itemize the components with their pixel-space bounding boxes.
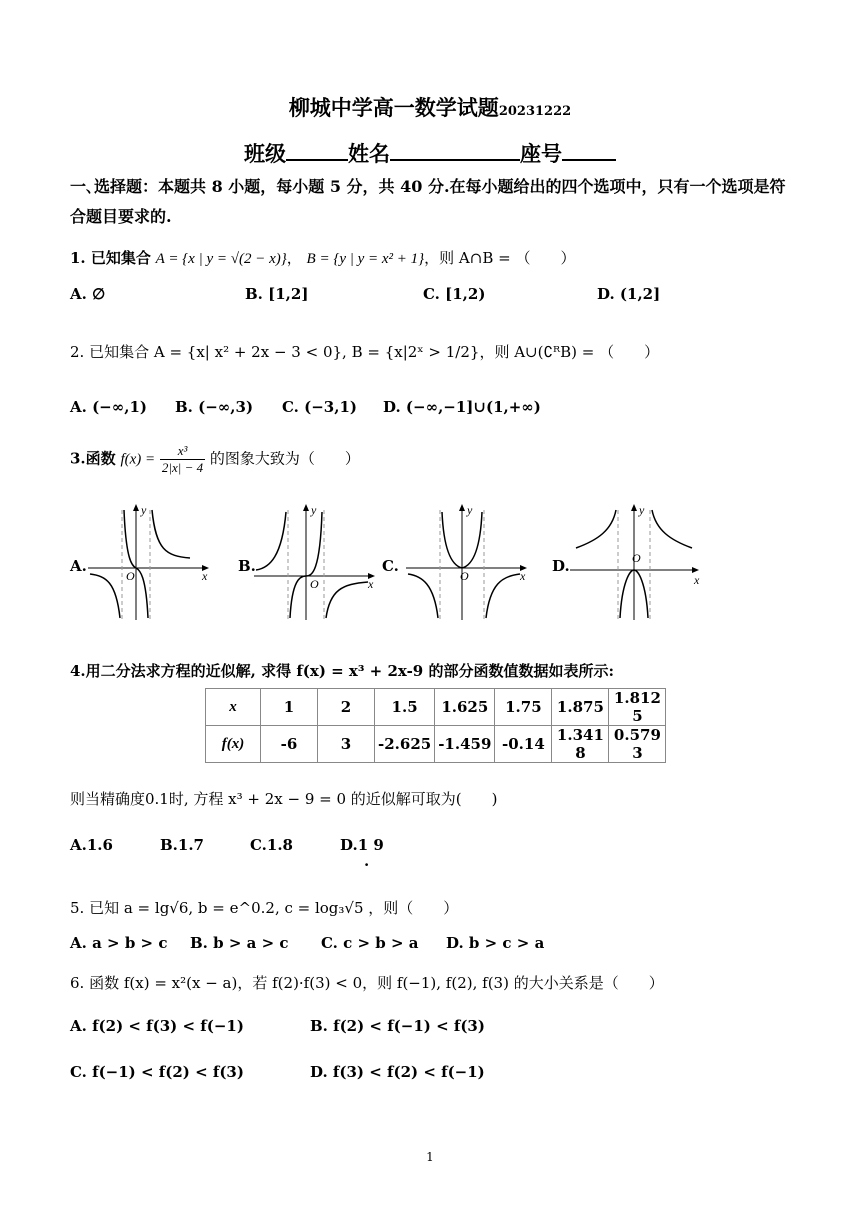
table-cell: 1.5 <box>375 689 435 726</box>
q4-option-a[interactable]: A.1.6 <box>70 836 113 854</box>
name-label: 姓名 <box>348 141 390 166</box>
table-cell: -6 <box>261 726 318 763</box>
x-label: x <box>520 569 526 583</box>
q3-stem <box>70 443 360 476</box>
table-header-x: x <box>206 689 261 726</box>
q3-graph-a[interactable] <box>86 500 214 622</box>
q3-label-c[interactable]: C. <box>382 557 399 575</box>
table-cell: 1.875 <box>552 689 609 726</box>
q3-label-d[interactable]: D. <box>552 557 570 575</box>
y-label: y <box>311 503 317 517</box>
seat-blank[interactable] <box>562 141 616 161</box>
q6-option-d[interactable]: D. f(3) < f(2) < f(−1) <box>310 1063 485 1081</box>
q1-option-c[interactable]: C. [1,2) <box>423 285 486 303</box>
table-cell: 2 <box>318 689 375 726</box>
y-label: y <box>467 503 473 517</box>
curve-right <box>152 510 190 558</box>
table-row <box>206 689 666 726</box>
q3-graph-b[interactable] <box>252 500 380 622</box>
q1-stem: 1. 已知集合 A = {x | y = √(2 − x)}， B = {y | y = x² + 1}，则 A∩B = （ ） <box>70 249 576 267</box>
y-label: y <box>141 503 147 517</box>
exam-title: 柳城中学高一数学试题 <box>288 95 499 120</box>
q1-suffix: ，则 A∩B = （ ） <box>424 249 576 267</box>
table-cell: -1.459 <box>435 726 495 763</box>
q6-stem: 6. 函数 f(x) = x²(x − a)，若 f(2)·f(3) < 0，则 f(−1), f(2), f(3) 的大小关系是（ ） <box>70 974 664 992</box>
q3-denominator: 2|x| − 4 <box>161 460 204 475</box>
page-title <box>0 92 860 122</box>
origin-label: O <box>126 569 135 583</box>
curve-left <box>90 574 120 618</box>
q1-option-a[interactable]: A. ∅ <box>70 285 106 303</box>
q3-graph-d[interactable] <box>568 500 706 622</box>
q5-stem: 5. 已知 a = lg√6, b = e^0.2, c = log₃√5 ，则（ ） <box>70 899 459 917</box>
curve-right <box>486 574 520 618</box>
q3-prefix: 3.函数 <box>70 449 116 468</box>
table-cell: -2.625 <box>375 726 435 763</box>
x-label: x <box>694 573 700 587</box>
table-cell: 1.625 <box>435 689 495 726</box>
q3-graph-c[interactable] <box>404 500 532 622</box>
q3-func-lhs: f(x) = <box>120 451 156 468</box>
q3-label-b[interactable]: B. <box>238 557 256 575</box>
q2-option-a[interactable]: A. (−∞,1) <box>70 398 147 416</box>
curve-left <box>408 574 438 618</box>
q4-data-table <box>205 688 666 763</box>
q1-option-b[interactable]: B. [1,2] <box>245 285 309 303</box>
curve-left <box>576 510 616 548</box>
q2-stem: 2. 已知集合 A = {x| x² + 2x − 3 < 0}, B = {x|2ˣ > 1/2}，则 A∪(∁ᴿB) = （ ） <box>70 343 660 361</box>
table-header-fx: f(x) <box>206 726 261 763</box>
q5-option-d[interactable]: D. b > c > a <box>446 934 545 952</box>
table-cell: 1 <box>261 689 318 726</box>
table-cell: 1.812 5 <box>609 689 666 726</box>
exam-date: 20231222 <box>498 104 572 119</box>
table-cell: 3 <box>318 726 375 763</box>
stray-dot: . <box>364 852 370 870</box>
page-number: 1 <box>426 1150 434 1164</box>
q2-option-d[interactable]: D. (−∞,−1]∪(1,+∞) <box>383 398 541 416</box>
y-axis-arrow <box>459 504 465 511</box>
q1-set-b: B = {y | y = x² + 1} <box>306 251 425 267</box>
q4-followup: 则当精确度0.1时, 方程 x³ + 2x − 9 = 0 的近似解可取为( ) <box>70 790 498 808</box>
q4-option-d[interactable]: D.1 9 <box>340 836 384 854</box>
q6-option-c[interactable]: C. f(−1) < f(2) < f(3) <box>70 1063 244 1081</box>
student-info <box>0 138 860 168</box>
curve-right <box>652 510 692 548</box>
class-label: 班级 <box>244 141 286 166</box>
q2-option-b[interactable]: B. (−∞,3) <box>175 398 254 416</box>
curve-right <box>326 582 368 618</box>
q3-fraction <box>160 443 205 476</box>
seat-label: 座号 <box>520 141 562 166</box>
q1-prefix: 1. 已知集合 <box>70 249 151 267</box>
q4-stem: 4.用二分法求方程的近似解, 求得 f(x) = x³ + 2x-9 的部分函数值数据如表所示: <box>70 662 614 680</box>
origin-label: O <box>310 577 319 591</box>
q3-label-a[interactable]: A. <box>70 557 87 575</box>
q5-option-a[interactable]: A. a > b > c <box>70 934 168 952</box>
q1-option-d[interactable]: D. (1,2] <box>597 285 661 303</box>
table-cell: -0.14 <box>495 726 552 763</box>
y-axis-arrow <box>133 504 139 511</box>
origin-label: O <box>460 569 469 583</box>
table-row <box>206 726 666 763</box>
section-heading: 一､选择题：本题共 8 小题，每小题 5 分，共 40 分.在每小题给出的四个选项中，只有一个选项是符合题目要求的. <box>70 177 786 226</box>
q5-option-c[interactable]: C. c > b > a <box>321 934 419 952</box>
y-label: y <box>639 503 645 517</box>
q4-option-c[interactable]: C.1.8 <box>250 836 293 854</box>
q2-option-c[interactable]: C. (−3,1) <box>282 398 357 416</box>
q6-option-b[interactable]: B. f(2) < f(−1) < f(3) <box>310 1017 485 1035</box>
q4-option-b[interactable]: B.1.7 <box>160 836 204 854</box>
class-blank[interactable] <box>286 141 348 161</box>
q5-option-b[interactable]: B. b > a > c <box>190 934 289 952</box>
table-cell: 1.341 8 <box>552 726 609 763</box>
table-cell: 1.75 <box>495 689 552 726</box>
q3-numerator: x³ <box>160 443 205 460</box>
origin-label: O <box>632 551 641 565</box>
name-blank[interactable] <box>390 141 520 161</box>
table-cell: 0.579 3 <box>609 726 666 763</box>
q6-option-a[interactable]: A. f(2) < f(3) < f(−1) <box>70 1017 244 1035</box>
x-label: x <box>368 577 374 591</box>
y-axis-arrow <box>631 504 637 511</box>
x-label: x <box>202 569 208 583</box>
y-axis-arrow <box>303 504 309 511</box>
q1-set-a: A = {x | y = √(2 − x)} <box>155 251 287 267</box>
curve-left <box>256 512 286 570</box>
q3-suffix: 的图象大致为（ ） <box>209 449 360 468</box>
